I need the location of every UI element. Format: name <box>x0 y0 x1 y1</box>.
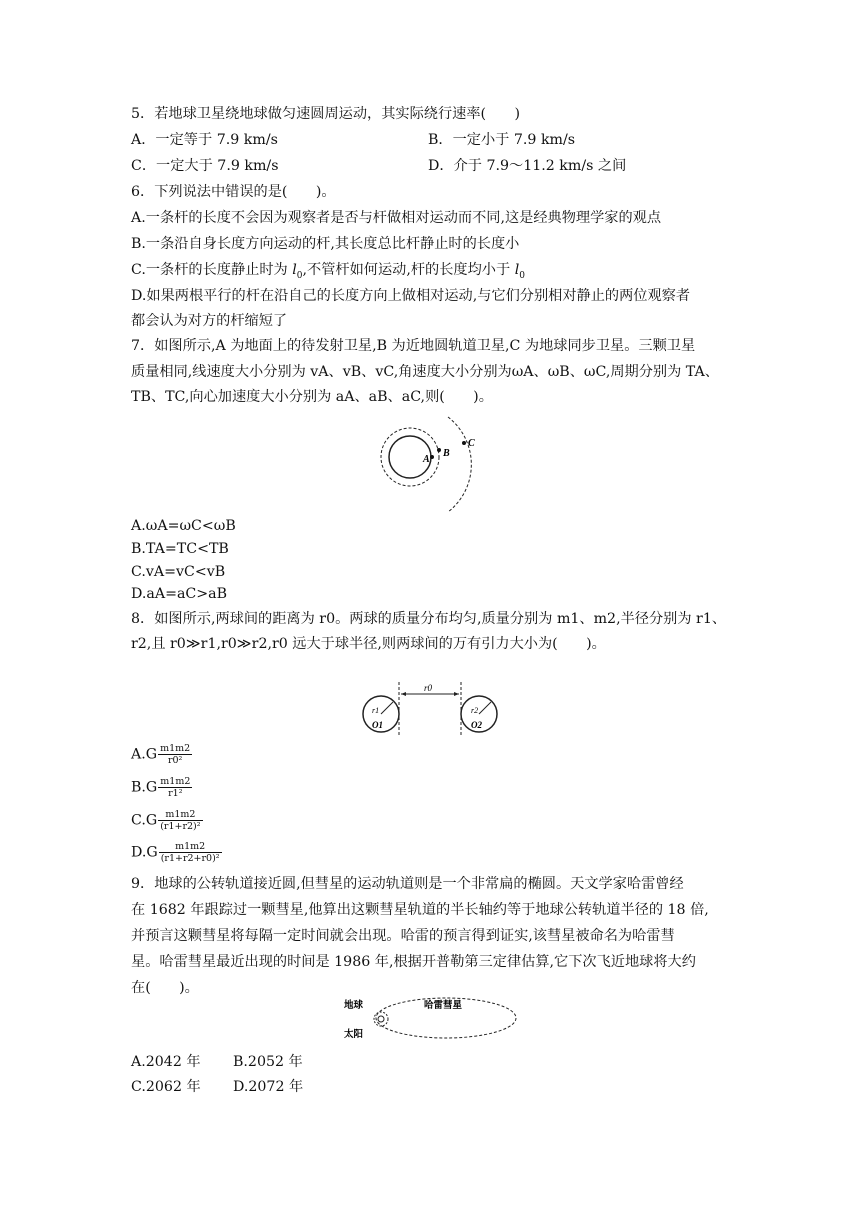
q7-line2: 质量相同,线速度大小分别为 vA、vB、vC,角速度大小分别为ωA、ωB、ωC,周期分别为 TA、 <box>131 364 719 380</box>
q8-option-c-fraction <box>158 809 202 832</box>
q6-option-d-line1: D.如果两根平行的杆在沿自己的长度方向上做相对运动,与它们分别相对静止的两位观察者 <box>131 288 691 304</box>
q8-option-d <box>131 841 222 864</box>
label-c: C <box>468 438 475 449</box>
denominator: r0² <box>167 755 183 766</box>
numerator: m1m2 <box>160 743 191 754</box>
l-symbol: l <box>292 262 297 278</box>
label-sun: 太阳 <box>344 1029 364 1040</box>
q9-line2: 在 1682 年跟踪过一颗彗星,他算出这颗彗星轨道的半长轴约等于地球公转轨道半径的 18 倍, <box>131 902 709 918</box>
q6-option-c <box>131 260 525 286</box>
q5-stem: 5．若地球卫星绕地球做匀速圆周运动，其实际绕行速率( ) <box>131 106 520 122</box>
denominator: (r1+r2+r0)² <box>160 853 220 864</box>
q9-option-c: C.2062 年 <box>131 1079 201 1095</box>
arrow-head-left <box>401 692 406 696</box>
q8-option-a <box>131 743 192 766</box>
q8-option-b-fraction <box>158 776 192 799</box>
q7-option-c: C.vA=vC<vB <box>131 564 226 580</box>
q8-option-d-fraction <box>159 841 222 864</box>
q8-option-d-label: D.G <box>131 844 158 861</box>
q9-line5: 在( )。 <box>131 980 199 996</box>
q5-option-a: A．一定等于 7.9 km/s <box>131 132 278 148</box>
l-symbol-2: l <box>514 262 520 278</box>
q5-option-c: C．一定大于 7.9 km/s <box>131 158 279 174</box>
q9-option-a: A.2042 年 <box>131 1054 201 1070</box>
q6-option-b: B.一条沿自身长度方向运动的杆,其长度总比杆静止时的长度小 <box>131 236 520 252</box>
q8-line2: r2,且 r0≫r1,r0≫r2,r0 远大于球半径,则两球间的万有引力大小为( )。 <box>131 636 606 652</box>
q9-option-b: B.2052 年 <box>233 1054 303 1070</box>
satellite-b-dot <box>437 448 441 452</box>
q7-line3: TB、TC,向心加速度大小分别为 aA、aB、aC,则( )。 <box>131 389 493 405</box>
label-r1: r1 <box>372 706 380 715</box>
label-b: B <box>443 448 450 459</box>
q8-option-b-label: B.G <box>131 779 158 796</box>
q8-option-c-label: C.G <box>131 812 158 829</box>
satellite-a-dot <box>430 455 434 459</box>
q7-option-a: A.ωA=ωC<ωB <box>131 518 236 534</box>
label-a: A <box>423 454 430 465</box>
arrow-head-right <box>454 692 459 696</box>
q8-option-a-fraction <box>158 743 192 766</box>
q8-line1: 8．如图所示,两球间的距离为 r0。两球的质量分布均匀,质量分别为 m1、m2,半径分别为 r1、 <box>131 611 727 627</box>
halley-orbit-diagram <box>336 992 520 1044</box>
q8-option-c <box>131 809 203 832</box>
sun-circle <box>378 1016 384 1022</box>
numerator: m1m2 <box>158 809 202 821</box>
q9-line4: 星。哈雷彗星最近出现的时间是 1986 年,根据开普勒第三定律估算,它下次飞近地球将大约 <box>131 954 696 970</box>
radius-1 <box>381 702 393 714</box>
q6-option-c-middle: ,不管杆如何运动,杆的长度均小于 <box>302 262 515 278</box>
q5-option-d: D．介于 7.9～11.2 km/s 之间 <box>428 158 627 174</box>
q7-option-d: D.aA=aC>aB <box>131 586 228 602</box>
q5-option-row-1 <box>131 130 278 150</box>
subscript-zero: 0 <box>296 270 303 281</box>
q5-option-b: B．一定小于 7.9 km/s <box>428 132 576 148</box>
radius-2 <box>479 702 491 714</box>
numerator: m1m2 <box>159 841 222 853</box>
label-r2: r2 <box>471 706 479 715</box>
q6-stem: 6．下列说法中错误的是( )。 <box>131 184 336 200</box>
label-r0: r0 <box>424 683 433 693</box>
q8-option-b <box>131 776 192 799</box>
label-earth: 地球 <box>344 1000 364 1011</box>
numerator: m1m2 <box>160 776 191 787</box>
q8-option-a-label: A.G <box>131 746 158 763</box>
q9-line3: 并预言这颗彗星将每隔一定时间就会出现。哈雷的预言得到证实,该彗星被命名为哈雷彗 <box>131 928 675 944</box>
denominator: r1² <box>168 788 183 799</box>
q6-option-c-prefix: C.一条杆的长度静止时为 <box>131 262 293 278</box>
q9-option-d: D.2072 年 <box>233 1079 304 1095</box>
q6-option-d-line2: 都会认为对方的杆缩短了 <box>131 313 288 329</box>
label-o1: O1 <box>372 720 383 730</box>
satellite-c-dot <box>462 441 466 445</box>
q7-line1: 7．如图所示,A 为地面上的待发射卫星,B 为近地圆轨道卫星,C 为地球同步卫星。三颗卫星 <box>131 338 696 354</box>
subscript-zero-2: 0 <box>519 270 525 281</box>
denominator: (r1+r2)² <box>160 821 201 832</box>
label-o2: O2 <box>471 720 482 730</box>
label-comet: 哈雷彗星 <box>424 1000 463 1011</box>
orbit-diagram <box>368 415 488 515</box>
q9-line1: 9．地球的公转轨道接近圆,但彗星的运动轨道则是一个非常扁的椭圆。天文学家哈雷曾经 <box>131 876 684 892</box>
geostationary-orbit <box>448 417 471 512</box>
q6-option-a: A.一条杆的长度不会因为观察者是否与杆做相对运动而不同,这是经典物理学家的观点 <box>131 210 662 226</box>
two-spheres-diagram <box>355 676 505 740</box>
q7-option-b: B.TA=TC<TB <box>131 541 229 557</box>
